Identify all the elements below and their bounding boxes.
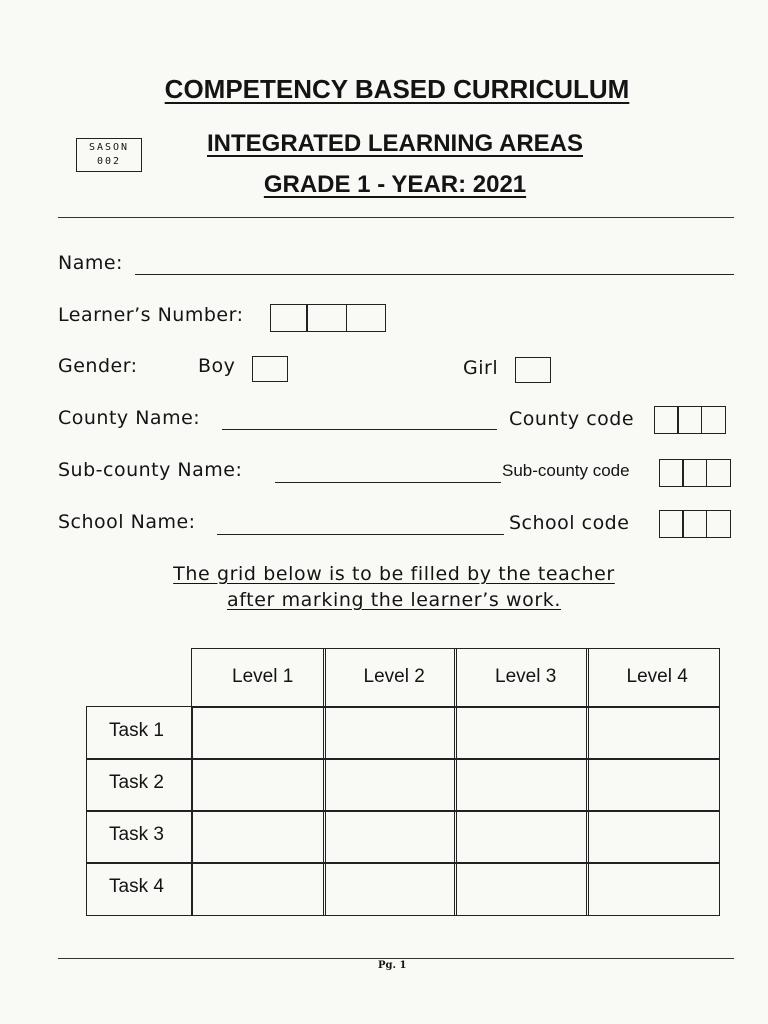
marking-grid	[86, 648, 722, 914]
code-box	[76, 138, 142, 172]
school-code-box[interactable]	[706, 510, 731, 538]
grid-score-cell[interactable]	[586, 758, 721, 812]
grid-score-cell[interactable]	[454, 706, 589, 760]
grid-header-cell	[454, 648, 589, 708]
subcounty-name-field[interactable]	[275, 482, 501, 483]
grade-year-line: GRADE 1 - YEAR: 2021	[263, 171, 527, 198]
document-title: COMPETENCY BASED CURRICULUM	[164, 74, 630, 104]
school-code-label: School code	[509, 512, 630, 534]
subcounty-code-box[interactable]	[682, 459, 707, 487]
grid-column-label: Level 2	[363, 666, 425, 687]
learner-number-box[interactable]	[346, 304, 386, 332]
girl-label: Girl	[463, 357, 499, 379]
grid-row-header	[86, 810, 193, 864]
grid-score-cell[interactable]	[191, 758, 326, 812]
gender-label: Gender:	[58, 355, 138, 377]
grid-score-cell[interactable]	[323, 862, 458, 916]
school-code-boxes[interactable]	[661, 510, 731, 538]
learner-number-boxes[interactable]	[272, 304, 386, 332]
county-code-box[interactable]	[677, 406, 702, 434]
subcounty-name-label: Sub-county Name:	[58, 459, 243, 481]
grid-row-header	[86, 706, 193, 760]
grid-header-cell	[191, 648, 326, 708]
grid-score-cell[interactable]	[454, 862, 589, 916]
girl-checkbox[interactable]	[517, 357, 551, 385]
name-field[interactable]	[135, 274, 734, 275]
grid-row-header	[86, 758, 193, 812]
grid-score-cell[interactable]	[586, 810, 721, 864]
grid-score-cell[interactable]	[323, 758, 458, 812]
grid-score-cell[interactable]	[454, 758, 589, 812]
grid-column-label: Level 3	[495, 666, 557, 687]
county-code-boxes[interactable]	[656, 406, 726, 434]
grid-score-cell[interactable]	[323, 706, 458, 760]
girl-box[interactable]	[515, 357, 551, 383]
grid-score-cell[interactable]	[191, 706, 326, 760]
document-subtitle: INTEGRATED LEARNING AREAS	[206, 130, 583, 157]
page-number: Pg. 1	[378, 960, 407, 971]
grid-score-cell[interactable]	[586, 706, 721, 760]
county-code-box[interactable]	[654, 406, 679, 434]
learner-number-box[interactable]	[306, 304, 347, 332]
grid-header-cell	[586, 648, 721, 708]
grid-score-cell[interactable]	[454, 810, 589, 864]
code-box-line2: 002	[96, 156, 122, 167]
name-label: Name:	[58, 252, 123, 274]
boy-checkbox[interactable]	[254, 356, 288, 384]
grid-column-label: Level 1	[232, 666, 294, 687]
header-divider	[58, 217, 734, 218]
grid-header-cell	[323, 648, 458, 708]
county-code-label: County code	[509, 408, 635, 430]
grid-row-label: Task 2	[109, 772, 164, 793]
footer-divider	[58, 958, 734, 959]
boy-box[interactable]	[252, 356, 288, 382]
subcounty-code-box[interactable]	[659, 459, 684, 487]
teacher-note-line2: after marking the learner’s work.	[226, 589, 562, 611]
boy-label: Boy	[198, 355, 236, 377]
learner-number-label: Learner’s Number:	[58, 304, 244, 326]
grid-score-cell[interactable]	[586, 862, 721, 916]
subcounty-code-label: Sub-county code	[502, 461, 630, 480]
grid-score-cell[interactable]	[323, 810, 458, 864]
teacher-note-line1: The grid below is to be filled by the teacher	[173, 563, 615, 585]
grid-row-header	[86, 862, 193, 916]
county-code-box[interactable]	[701, 406, 726, 434]
learner-number-box[interactable]	[270, 304, 308, 332]
grid-score-cell[interactable]	[191, 810, 326, 864]
grid-row-label: Task 3	[109, 824, 164, 845]
subcounty-code-boxes[interactable]	[661, 459, 731, 487]
school-name-label: School Name:	[58, 511, 196, 533]
code-box-line1: SASON	[88, 142, 130, 153]
school-code-box[interactable]	[682, 510, 707, 538]
county-name-label: County Name:	[58, 407, 201, 429]
grid-column-label: Level 4	[626, 666, 688, 687]
grid-row-label: Task 4	[109, 876, 164, 897]
school-name-field[interactable]	[217, 534, 504, 535]
grid-score-cell[interactable]	[191, 862, 326, 916]
county-name-field[interactable]	[222, 429, 497, 430]
school-code-box[interactable]	[659, 510, 684, 538]
subcounty-code-box[interactable]	[706, 459, 731, 487]
grid-row-label: Task 1	[109, 720, 164, 741]
